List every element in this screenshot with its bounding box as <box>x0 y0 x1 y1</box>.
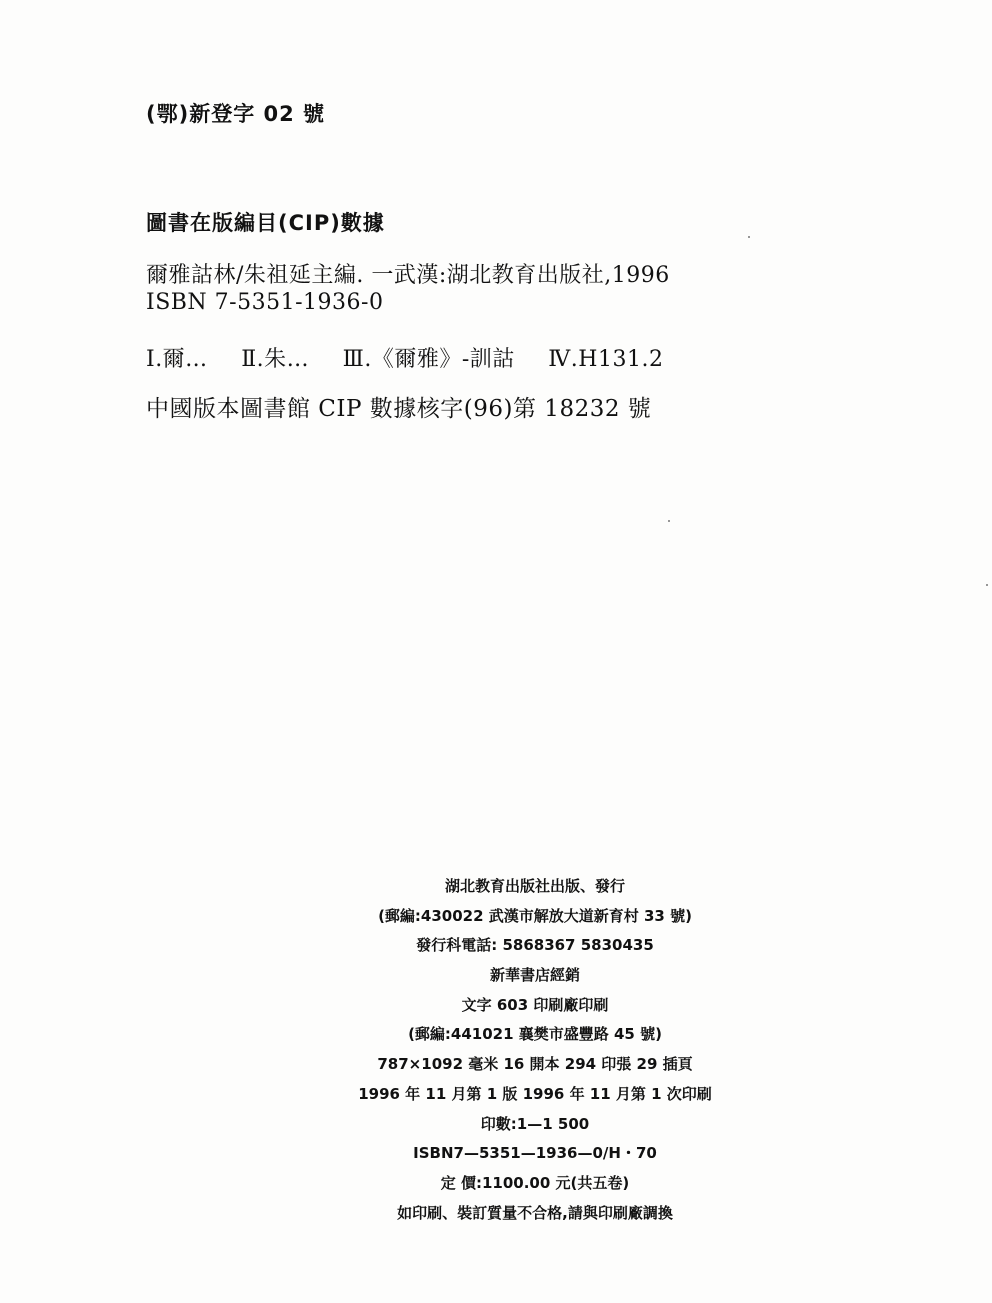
format-line: 787×1092 毫米 16 開本 294 印張 29 插頁 <box>377 1055 693 1074</box>
publisher-line: 湖北教育出版社出版、發行 <box>444 877 625 895</box>
cip-classification <box>146 342 663 373</box>
classification-item: Ⅳ.H131.2 <box>548 347 664 372</box>
registration-number: (鄂)新登字 02 號 <box>146 102 326 126</box>
classification-item: Ⅱ.朱… <box>241 347 310 372</box>
classification-item: Ⅰ.爾… <box>146 347 208 372</box>
classification-item: Ⅲ.《爾雅》-訓詁 <box>342 347 515 372</box>
colophon-block <box>300 872 770 1228</box>
scan-speck <box>748 236 750 238</box>
distributor: 新華書店經銷 <box>489 966 580 985</box>
printer-address: (郵編:441021 襄樊市盛豐路 45 號) <box>408 1025 662 1044</box>
cip-heading: 圖書在版編目(CIP)數據 <box>146 211 385 235</box>
cip-verification: 中國版本圖書館 CIP 數據核字(96)第 18232 號 <box>146 396 652 422</box>
scan-speck <box>986 584 988 586</box>
price-line: 定 價:1100.00 元(共五卷) <box>440 1173 630 1192</box>
print-run: 印數:1—1 500 <box>480 1114 590 1133</box>
colophon-isbn: ISBN7—5351—1936—0/H・70 <box>413 1144 657 1163</box>
sales-phone: 發行科電話: 5868367 5830435 <box>416 936 654 955</box>
publisher-address: (郵編:430022 武漢市解放大道新育村 33 號) <box>378 906 692 925</box>
cip-entry: 爾雅詁林/朱祖延主編. 一武漢:湖北教育出版社,1996 <box>146 263 670 288</box>
cip-isbn: ISBN 7-5351-1936-0 <box>146 290 384 315</box>
edition-line: 1996 年 11 月第 1 版 1996 年 11 月第 1 次印刷 <box>358 1084 712 1103</box>
scan-speck <box>668 520 670 522</box>
printer: 文字 603 印刷廠印刷 <box>461 995 609 1014</box>
quality-notice: 如印刷、裝訂質量不合格,請與印刷廠調換 <box>397 1203 673 1222</box>
